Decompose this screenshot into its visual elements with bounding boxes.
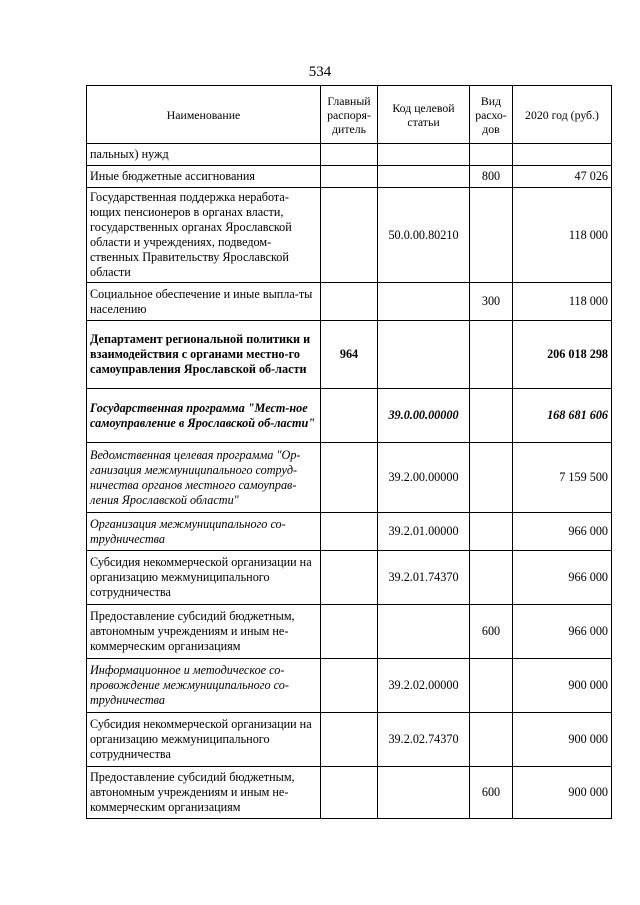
cell-target-code [378, 283, 470, 321]
cell-name: Иные бюджетные ассигнования [87, 166, 321, 188]
cell-expense-type [470, 443, 513, 513]
cell-manager [321, 659, 378, 713]
table-row [87, 513, 612, 551]
cell-expense-type [470, 188, 513, 283]
cell-name: Предоставление субсидий бюджетным, автономным учреждениям и иным не-коммерческим организациям [87, 605, 321, 659]
cell-name: Организация межмуниципального со-трудничества [87, 513, 321, 551]
cell-target-code: 39.2.01.00000 [378, 513, 470, 551]
cell-amount: 966 000 [513, 605, 612, 659]
cell-amount: 168 681 606 [513, 389, 612, 443]
table-row [87, 767, 612, 819]
header-name: Наименование [87, 86, 321, 144]
cell-target-code [378, 144, 470, 166]
cell-manager: 964 [321, 321, 378, 389]
table-row [87, 443, 612, 513]
cell-manager [321, 283, 378, 321]
cell-target-code: 39.0.00.00000 [378, 389, 470, 443]
cell-manager [321, 513, 378, 551]
table-body [87, 144, 612, 819]
cell-name: Социальное обеспечение и иные выпла-ты населению [87, 283, 321, 321]
cell-name: пальных) нужд [87, 144, 321, 166]
cell-manager [321, 389, 378, 443]
cell-target-code [378, 166, 470, 188]
cell-manager [321, 713, 378, 767]
cell-name: Департамент региональной политики и взаимодействия с органами местно-го самоуправления Ярославской об-ласти [87, 321, 321, 389]
header-manager: Главный распоря-дитель [321, 86, 378, 144]
cell-amount: 118 000 [513, 188, 612, 283]
cell-amount: 966 000 [513, 513, 612, 551]
page-number: 534 [308, 64, 332, 80]
cell-name: Субсидия некоммерческой организации на организацию межмуниципального сотрудничества [87, 551, 321, 605]
table-row [87, 605, 612, 659]
cell-expense-type [470, 144, 513, 166]
cell-amount: 900 000 [513, 713, 612, 767]
cell-target-code: 39.2.02.74370 [378, 713, 470, 767]
header-expense-type: Вид расхо-дов [470, 86, 513, 144]
header-amount: 2020 год (руб.) [513, 86, 612, 144]
cell-expense-type: 600 [470, 767, 513, 819]
cell-expense-type: 600 [470, 605, 513, 659]
cell-manager [321, 767, 378, 819]
cell-manager [321, 605, 378, 659]
cell-manager [321, 443, 378, 513]
cell-name: Субсидия некоммерческой организации на организацию межмуниципального сотрудничества [87, 713, 321, 767]
cell-amount: 118 000 [513, 283, 612, 321]
cell-target-code [378, 321, 470, 389]
cell-manager [321, 166, 378, 188]
budget-table [86, 85, 612, 819]
cell-name: Информационное и методическое со-провождение межмуниципального со-трудничества [87, 659, 321, 713]
cell-target-code: 39.2.02.00000 [378, 659, 470, 713]
cell-expense-type [470, 713, 513, 767]
cell-name: Ведомственная целевая программа "Ор-ганизация межмуниципального сотруд-ничества органов местного самоуправ-ления Ярославской области" [87, 443, 321, 513]
cell-amount: 47 026 [513, 166, 612, 188]
cell-target-code: 39.2.00.00000 [378, 443, 470, 513]
table-row [87, 166, 612, 188]
table-row [87, 659, 612, 713]
cell-amount: 900 000 [513, 767, 612, 819]
table-row [87, 551, 612, 605]
cell-name: Предоставление субсидий бюджетным, автономным учреждениям и иным не-коммерческим организациям [87, 767, 321, 819]
cell-target-code: 50.0.00.80210 [378, 188, 470, 283]
cell-expense-type [470, 389, 513, 443]
cell-name: Государственная поддержка неработа-ющих пенсионеров в органах власти, государственных органах Ярославской области и учреждениях, подведом-ственных Правительству Ярославской области [87, 188, 321, 283]
cell-amount: 966 000 [513, 551, 612, 605]
cell-expense-type: 300 [470, 283, 513, 321]
cell-amount [513, 144, 612, 166]
cell-amount: 7 159 500 [513, 443, 612, 513]
table-row [87, 713, 612, 767]
cell-expense-type [470, 659, 513, 713]
header-target-code: Код целевой статьи [378, 86, 470, 144]
cell-expense-type [470, 321, 513, 389]
cell-name: Государственная программа "Мест-ное самоуправление в Ярославской об-ласти" [87, 389, 321, 443]
cell-manager [321, 188, 378, 283]
table-row [87, 389, 612, 443]
cell-amount: 900 000 [513, 659, 612, 713]
cell-manager [321, 144, 378, 166]
table-row [87, 283, 612, 321]
table-row [87, 144, 612, 166]
cell-target-code: 39.2.01.74370 [378, 551, 470, 605]
table-row [87, 188, 612, 283]
cell-expense-type [470, 513, 513, 551]
cell-manager [321, 551, 378, 605]
table-header [87, 86, 612, 144]
cell-target-code [378, 605, 470, 659]
cell-target-code [378, 767, 470, 819]
table-row [87, 321, 612, 389]
cell-amount: 206 018 298 [513, 321, 612, 389]
cell-expense-type [470, 551, 513, 605]
cell-expense-type: 800 [470, 166, 513, 188]
